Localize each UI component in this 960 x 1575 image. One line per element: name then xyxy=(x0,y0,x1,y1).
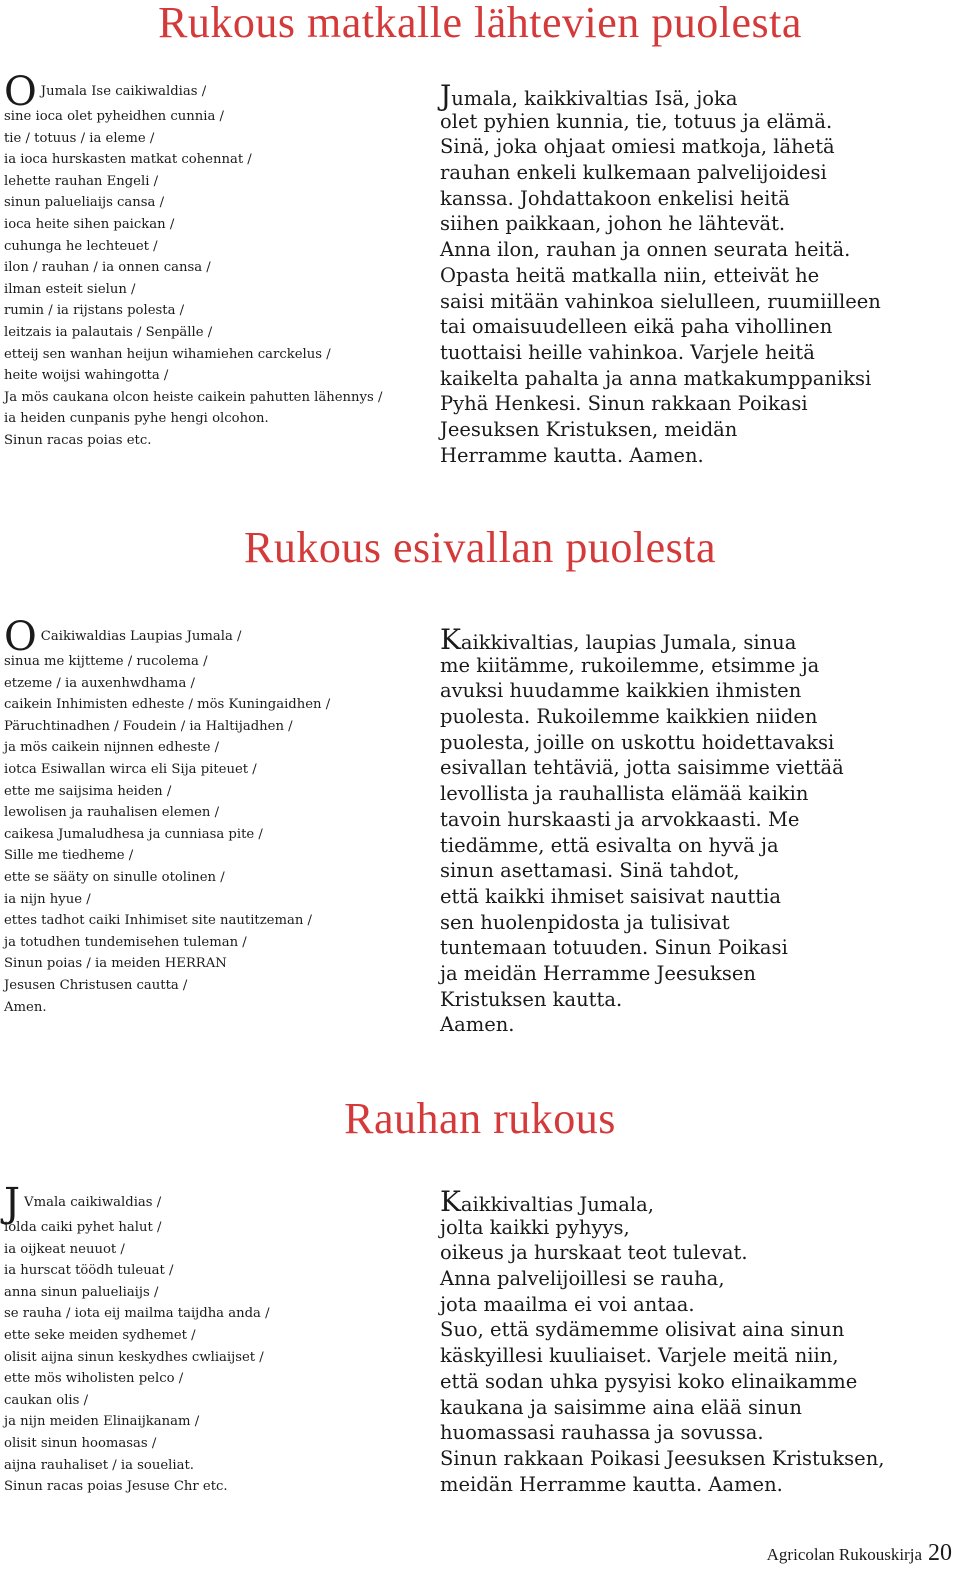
prayer-line: tuottaisi heille vahinkoa. Varjele heitä xyxy=(440,340,815,364)
prayer-line: ioca heite sihen paickan / xyxy=(4,216,175,232)
prayer-line: huomassasi rauhassa ja sovussa. xyxy=(440,1421,764,1445)
prayer-line: puolesta. Rukoilemme kaikkien niiden xyxy=(440,705,818,729)
prayer-line: Vmala caikiwaldias / xyxy=(24,1195,162,1210)
prayer-line: olisit sinun hoomasas / xyxy=(4,1435,157,1451)
prayer-line: Opasta heitä matkalla niin, etteivät he xyxy=(440,263,820,287)
prayer-line: rauhan enkeli kulkemaan palvelijoidesi xyxy=(440,161,827,185)
prayer-line: iolda caiki pyhet halut / xyxy=(4,1220,162,1235)
prayer-line: levollista ja rauhallista elämää kaikin xyxy=(440,782,809,806)
prayer-line: Pyhä Henkesi. Sinun rakkaan Poikasi xyxy=(440,392,808,416)
prayer-line: Herramme kautta. Aamen. xyxy=(440,443,704,467)
prayer-line: heite woijsi wahingotta / xyxy=(4,368,169,384)
prayer-line: Amen. xyxy=(4,999,47,1015)
prayer-line: puolesta, joille on uskottu hoidettavaksi xyxy=(440,730,835,754)
prayer-line: ja totudhen tundemisehen tuleman / xyxy=(4,934,247,950)
prayer-line: että kaikki ihmiset saisivat nauttia xyxy=(440,884,781,908)
drop-cap: K xyxy=(440,1185,461,1218)
prayer-line: Sinun racas poias Jesuse Chr etc. xyxy=(4,1479,228,1495)
prayer-line: Suo, että sydämemme olisivat aina sinun xyxy=(440,1318,845,1342)
prayer-line: Jumala Ise caikiwaldias / xyxy=(40,84,207,99)
prayer-line: Sinä, joka ohjaat omiesi matkoja, lähetä xyxy=(440,135,835,159)
prayer-line: sinua me kijtteme / rucolema / xyxy=(4,654,208,669)
prayer-line: aikkivaltias Jumala, xyxy=(460,1193,654,1216)
book-title: Agricolan Rukouskirja xyxy=(766,1545,922,1564)
prayer-line: Anna ilon, rauhan ja onnen seurata heitä. xyxy=(440,238,851,262)
prayer-line: ia hurscat töödh tuleuat / xyxy=(4,1263,174,1279)
prayer-line: aijna rauhaliset / ia soueliat. xyxy=(4,1457,194,1473)
prayer-line: avuksi huudamme kaikkien ihmisten xyxy=(440,679,802,703)
prayer-line: Sille me tiedheme / xyxy=(4,848,134,864)
prayer-line: sinun asettamasi. Sinä tahdot, xyxy=(440,859,740,883)
prayer-line: Sinun racas poias etc. xyxy=(4,432,152,448)
prayer-line: ia heiden cunpanis pyhe hengi olcohon. xyxy=(4,411,269,427)
prayer-line: ette mös wiholisten pelco / xyxy=(4,1371,184,1387)
prayer-line: olet pyhien kunnia, tie, totuus ja elämä. xyxy=(440,109,833,133)
prayer-line: anna sinun palueliaijs / xyxy=(4,1284,159,1300)
prayer-line: kaikelta pahalta ja anna matkakumppaniksi xyxy=(440,366,872,390)
prayer-line: ia ioca hurskasten matkat cohennat / xyxy=(4,152,252,168)
section-title: Rukous matkalle lähtevien puolesta xyxy=(158,0,802,47)
prayer-line: että sodan uhka pysyisi koko elinaikamme xyxy=(440,1369,858,1393)
prayer-line: Caikiwaldias Laupias Jumala / xyxy=(40,629,242,644)
page-footer xyxy=(767,1540,952,1567)
prayer-line: rumin / ia rijstans polesta / xyxy=(4,303,185,319)
prayer-line: etteij sen wanhan heijun wihamiehen carckelus / xyxy=(4,346,331,362)
prayer-line: umala, kaikkivaltias Isä, joka xyxy=(451,87,738,110)
prayer-line: leitzais ia palautais / Senpälle / xyxy=(4,324,213,340)
prayer-line: Sinun poias / ia meiden HERRAN xyxy=(4,956,227,972)
prayer-line: jolta kaikki pyhyys, xyxy=(440,1215,630,1239)
prayer-line: me kiitämme, rukoilemme, etsimme ja xyxy=(440,653,820,677)
prayer-line: saisi mitään vahinkoa sielulleen, ruumiilleen xyxy=(440,289,881,313)
prayer-line: kaukana ja saisimme aina elää sinun xyxy=(440,1395,802,1419)
prayer-line: oikeus ja hurskaat teot tulevat. xyxy=(440,1241,748,1265)
prayer-line: tuntemaan totuuden. Sinun Poikasi xyxy=(440,936,788,960)
prayer-line: esivallan tehtäviä, jotta saisimme viettää xyxy=(440,756,844,780)
prayer-line: caikesa Jumaludhesa ja cunniasa pite / xyxy=(4,826,263,842)
prayer-line: sen huolenpidosta ja tulisivat xyxy=(440,910,730,934)
drop-cap: O xyxy=(4,614,37,660)
prayer-line: lewolisen ja rauhalisen elemen / xyxy=(4,805,220,821)
section-title: Rauhan rukous xyxy=(344,1094,616,1143)
prayer-line: olisit aijna sinun keskydhes cwliaijset / xyxy=(4,1349,264,1365)
drop-cap: K xyxy=(440,623,461,656)
modern-prayer-text xyxy=(440,79,940,468)
prayer-line: aikkivaltias, laupias Jumala, sinua xyxy=(460,631,797,654)
prayer-line: siihen paikkaan, johon he lähtevät. xyxy=(440,212,786,236)
prayer-line: sine ioca olet pyheidhen cunnia / xyxy=(4,109,224,124)
prayer-line: lehette rauhan Engeli / xyxy=(4,173,159,189)
prayer-line: caikein Inhimisten edheste / mös Kuningaidhen / xyxy=(4,697,331,713)
prayer-line: meidän Herramme kautta. Aamen. xyxy=(440,1472,783,1496)
modern-prayer-text xyxy=(440,623,940,1038)
prayer-line: Jeesuksen Kristuksen, meidän xyxy=(440,417,738,441)
prayer-line: Anna palvelijoillesi se rauha, xyxy=(440,1267,725,1291)
prayer-line: tavoin hurskaasti ja arvokkaasti. Me xyxy=(440,807,800,831)
prayer-line: Aamen. xyxy=(440,1013,515,1037)
prayer-line: cuhunga he lechteuet / xyxy=(4,238,158,254)
prayer-line: käskyillesi kuuliaiset. Varjele meitä niin, xyxy=(440,1344,839,1368)
prayer-line: ia oijkeat neuuot / xyxy=(4,1241,125,1257)
prayer-line: kanssa. Johdattakoon enkelisi heitä xyxy=(440,186,790,210)
old-prayer-text xyxy=(4,614,424,1018)
prayer-line: Päruchtinadhen / Foudein / ia Haltijadhen / xyxy=(4,718,293,734)
prayer-line: iotca Esiwallan wirca eli Sija piteuet / xyxy=(4,761,257,777)
prayer-line: tai omaisuudelleen eikä paha vihollinen xyxy=(440,315,833,339)
prayer-line: ettes tadhot caiki Inhimiset site nautitzeman / xyxy=(4,913,312,929)
prayer-line: ja nijn meiden Elinaijkanam / xyxy=(4,1414,200,1430)
prayer-line: tiedämme, että esivalta on hyvä ja xyxy=(440,833,779,857)
prayer-line: Kristuksen kautta. xyxy=(440,987,623,1011)
prayer-line: Ja mös caukana olcon heiste caikein pahutten lähennys / xyxy=(4,389,383,405)
page-number: 20 xyxy=(928,1540,952,1566)
section-title: Rukous esivallan puolesta xyxy=(244,523,716,572)
drop-cap: O xyxy=(4,69,37,115)
prayer-line: sinun palueliaijs cansa / xyxy=(4,195,165,211)
prayer-line: ia nijn hyue / xyxy=(4,891,91,907)
prayer-line: Sinun rakkaan Poikasi Jeesuksen Kristuksen, xyxy=(440,1446,885,1470)
prayer-line: se rauha / iota eij mailma taijdha anda / xyxy=(4,1306,270,1322)
prayer-line: ja meidän Herramme Jeesuksen xyxy=(440,961,756,985)
prayer-line: ette seke meiden sydhemet / xyxy=(4,1327,196,1343)
prayer-line: ja mös caikein nijnnen edheste / xyxy=(4,740,220,756)
prayer-line: ette me saijsima heiden / xyxy=(4,783,172,799)
prayer-line: jota maailma ei voi antaa. xyxy=(440,1292,695,1316)
prayer-line: Jesusen Christusen cautta / xyxy=(4,977,188,993)
old-prayer-text xyxy=(4,69,424,452)
prayer-line: ette se sääty on sinulle otolinen / xyxy=(4,869,225,885)
prayer-line: etzeme / ia auxenhwdhama / xyxy=(4,675,195,691)
prayer-line: caukan olis / xyxy=(4,1392,89,1408)
old-prayer-text xyxy=(4,1180,424,1498)
drop-cap: J xyxy=(4,1180,21,1226)
prayer-line: tie / totuus / ia eleme / xyxy=(4,130,155,146)
prayer-line: ilon / rauhan / ia onnen cansa / xyxy=(4,260,211,276)
prayer-line: ilman esteit sielun / xyxy=(4,281,136,297)
modern-prayer-text xyxy=(440,1185,940,1497)
drop-cap: J xyxy=(440,79,452,112)
